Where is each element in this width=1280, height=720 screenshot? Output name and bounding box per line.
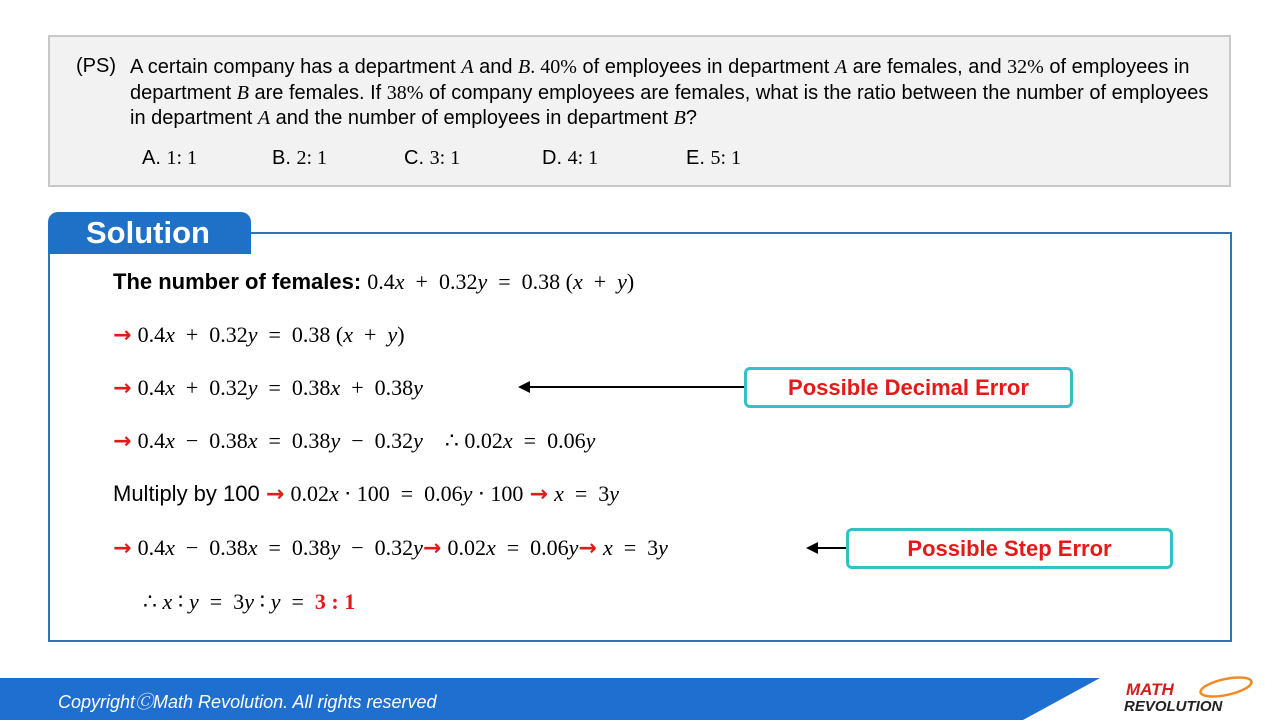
question-text: A certain company has a department A and B. 40% of employees in department A are females, and 32% of employees in department B are females. If 38% of company employees are females, what is the ratio between the number of employees in department A and the number of employees in department B? xyxy=(130,56,1209,129)
question-prefix: (PS) xyxy=(76,55,116,77)
red-arrow-icon: → xyxy=(578,536,597,561)
final-answer-line: ∴ x ∶ y = 3y ∶ y = 3 : 1 xyxy=(143,589,356,614)
red-arrow-icon: → xyxy=(113,323,132,348)
red-arrow-icon: → xyxy=(113,536,132,561)
pointer-line xyxy=(818,547,848,549)
logo-top-text: MATH xyxy=(1126,680,1174,699)
equation-line-5: Multiply by 100 → 0.02x ⋅ 100 = 0.06y ⋅ 100 → x = 3y xyxy=(113,481,620,507)
logo-bottom-text: REVOLUTION xyxy=(1124,698,1223,715)
arrow-left-icon xyxy=(518,381,530,393)
step-error-callout: Possible Step Error xyxy=(846,528,1173,569)
answer-value: 3 : 1 xyxy=(314,589,356,614)
equation-line-4: → 0.4x − 0.38x = 0.38y − 0.32y ∴ 0.02x = 0.06y xyxy=(113,428,596,454)
math-revolution-logo xyxy=(1118,673,1268,717)
equation-line-3: → 0.4x + 0.32y = 0.38x + 0.38y xyxy=(113,375,423,401)
equation-line-6: → 0.4x − 0.38x = 0.38y − 0.32y→ 0.02x = 0.06y→ x = 3y xyxy=(113,535,668,561)
arrow-left-icon xyxy=(806,542,818,554)
choice-d: D. 4: 1 xyxy=(542,147,599,169)
equation-line-2: → 0.4x + 0.32y = 0.38 (x + y) xyxy=(113,322,405,348)
pointer-line xyxy=(530,386,745,388)
red-arrow-icon: → xyxy=(422,536,442,561)
choice-a: A. 1: 1 xyxy=(142,147,198,169)
red-arrow-icon: → xyxy=(265,482,285,507)
red-arrow-icon: → xyxy=(113,429,132,454)
copyright-text: CopyrightⒸMath Revolution. All rights reserved xyxy=(58,692,437,712)
decimal-error-callout: Possible Decimal Error xyxy=(744,367,1073,408)
red-arrow-icon: → xyxy=(529,482,548,507)
choice-e: E. 5: 1 xyxy=(686,147,742,169)
red-arrow-icon: → xyxy=(113,376,132,401)
solution-tab: Solution xyxy=(48,212,251,254)
question-box xyxy=(48,35,1231,187)
choice-b: B. 2: 1 xyxy=(272,147,328,169)
equation-line-1: The number of females: 0.4x + 0.32y = 0.38 (x + y) xyxy=(113,269,635,294)
choice-c: C. 3: 1 xyxy=(404,147,461,169)
